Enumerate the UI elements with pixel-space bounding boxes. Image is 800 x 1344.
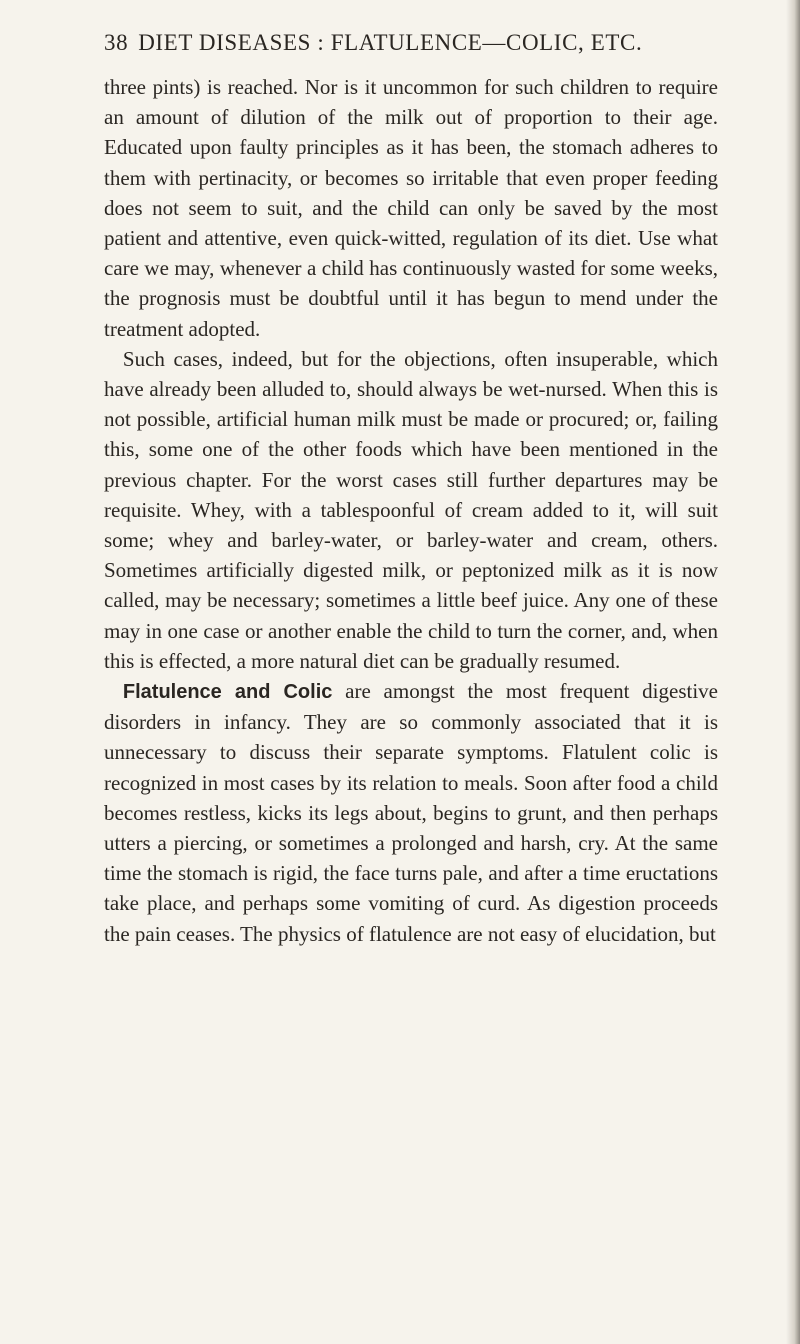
section-heading: Flatulence and Colic (122, 681, 333, 704)
paragraph-2: Such cases, indeed, but for the objections, often insuperable, which have already been alluded to, should always be wet-nursed. When this is not possible, artificial human milk must be made or procured; or, failing this, some one of the other foods which have been mentioned in the previous chapter. For the worst cases still further departures may be requisite. Whey, with a tablespoonful of cream added to it, will suit some; whey and barley-water, or barley-water and cream, others. Sometimes artificially digested milk, or peptonized milk as it is now called, may be necessary; sometimes a little beef juice. Any one of these may in one case or another enable the child to turn the corner, and, when this is effected, a more natural diet can be gradually resumed. (104, 346, 718, 673)
page-edge-shadow (786, 0, 800, 1344)
running-header (104, 30, 724, 62)
running-title: DIET DISEASES : FLATULENCE—COLIC, ETC. (138, 30, 643, 55)
paragraph-3 (104, 676, 718, 949)
paragraph-3-body: are amongst the most frequent digestive disorders in infancy. They are so commonly associated that it is unnecessary to discuss their separate symptoms. Flatulent colic is recognized in most cases by its relation to meals. Soon after food a child becomes restless, kicks its legs about, begins to grunt, and then perhaps utters a piercing, or sometimes a prolonged and harsh, cry. At the same time the stomach is rigid, the face turns pale, and after a time eructations take place, and perhaps some vomiting of curd. As digestion proceeds the pain ceases. The physics of flatulence are not easy of elucidation, but (104, 679, 718, 946)
paragraph-1: three pints) is reached. Nor is it uncommon for such children to require an amount of dilution of the milk out of proportion to their age. Educated upon faulty principles as it has been, the stomach adheres to them with pertinacity, or becomes so irritable that even proper feeding does not seem to suit, and the child can only be saved by the most patient and attentive, even quick-witted, regulation of its diet. Use what care we may, whenever a child has continuously wasted for some weeks, the prognosis must be doubtful until it has begun to mend under the treatment adopted. (104, 75, 718, 341)
body-text (104, 72, 718, 949)
page-number: 38 (104, 30, 129, 55)
